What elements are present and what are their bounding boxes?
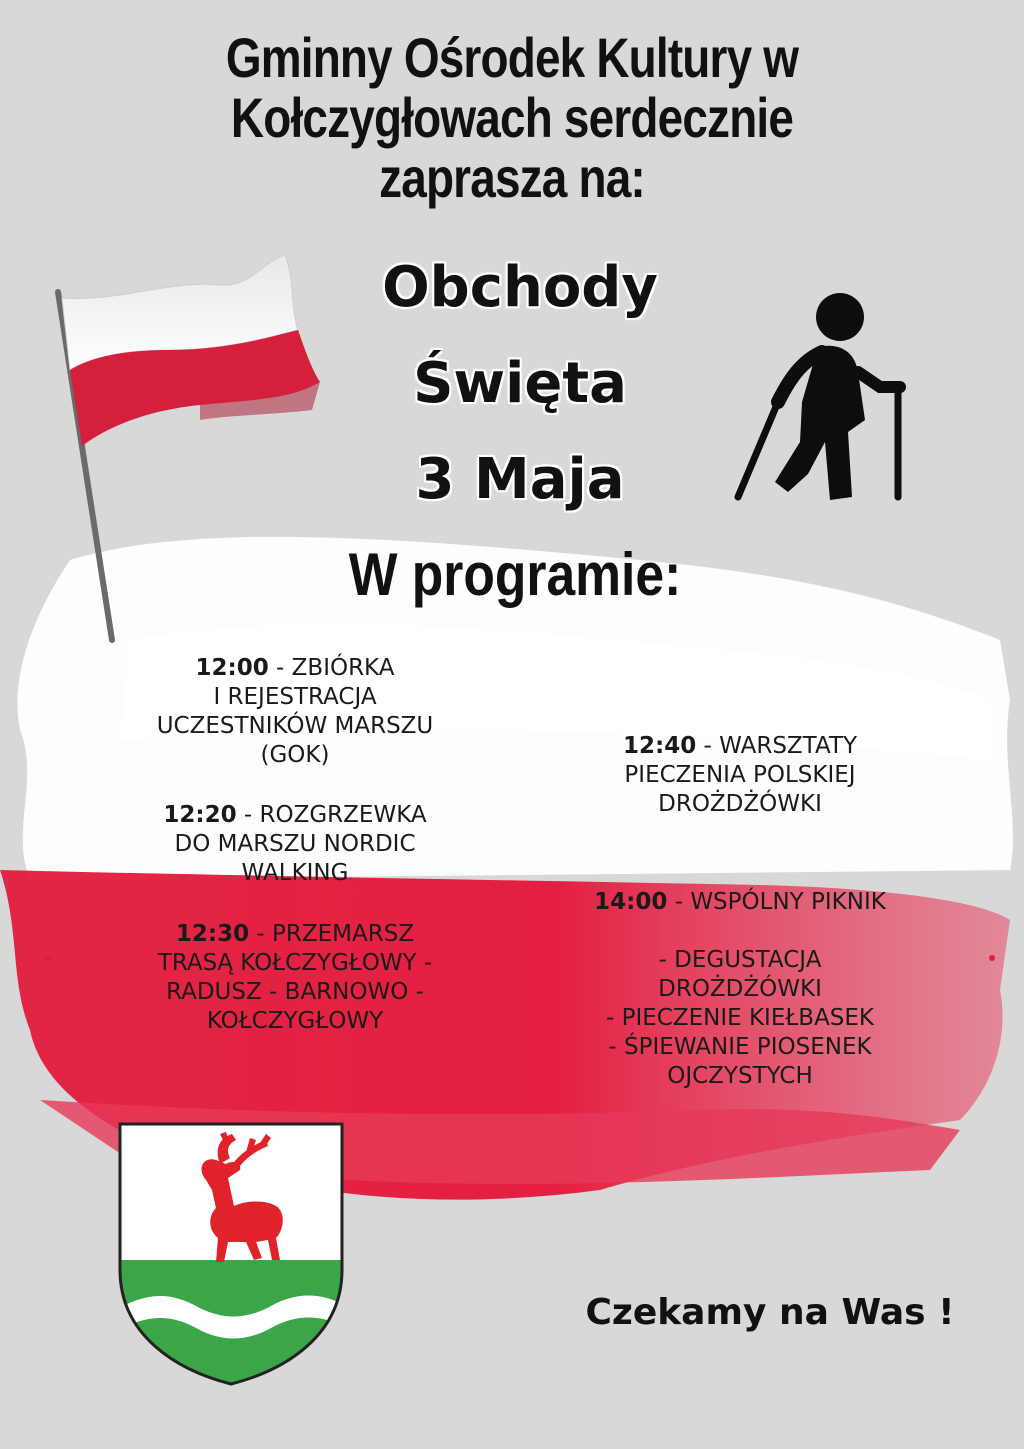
schedule-text: - WARSZTATY — [703, 733, 857, 759]
schedule-item-1220 — [110, 801, 480, 888]
event-title-line-3: 3 Maja — [415, 447, 625, 512]
schedule-text: PIECZENIA POLSKIEJ — [624, 762, 856, 788]
schedule-text: RADUSZ - BARNOWO - — [166, 979, 424, 1005]
heading-line-2: Kołczygłowach serdecznie — [230, 86, 794, 149]
schedule-time: 12:20 — [163, 802, 237, 828]
schedule-item-1240 — [545, 732, 935, 819]
schedule-time: 12:40 — [622, 733, 697, 759]
schedule-text: OJCZYSTYCH — [667, 1063, 813, 1089]
schedule-text: - ZBIÓRKA — [276, 655, 395, 681]
schedule-time: 12:30 — [175, 921, 250, 947]
schedule-text: I REJESTRACJA — [213, 684, 377, 710]
schedule-time: 14:00 — [594, 889, 668, 915]
schedule-text: KOŁCZYGŁOWY — [206, 1008, 384, 1034]
event-title — [300, 240, 740, 528]
schedule-time: 12:00 — [195, 655, 269, 681]
coat-of-arms-icon — [116, 1120, 346, 1390]
schedule-item-1230 — [110, 920, 480, 1036]
schedule-text: TRASĄ KOŁCZYGŁOWY - — [157, 950, 433, 976]
schedule-text: - DEGUSTACJA — [658, 947, 822, 973]
organizer-heading — [141, 28, 882, 208]
event-title-line-1: Obchody — [382, 255, 658, 320]
schedule-text: WALKING — [241, 860, 349, 886]
event-title-line-2: Święta — [413, 351, 627, 416]
schedule-spacer — [545, 917, 935, 946]
schedule-text: - WSPÓLNY PIKNIK — [674, 889, 886, 915]
schedule-text: DROŻDŻÓWKI — [658, 976, 822, 1002]
schedule-text: DO MARSZU NORDIC — [174, 831, 416, 857]
schedule-text: - ŚPIEWANIE PIOSENEK — [608, 1034, 872, 1060]
closing-message: Czekamy na Was ! — [585, 1292, 955, 1333]
schedule-text: DROŻDŻÓWKI — [658, 791, 822, 817]
schedule-item-1200 — [110, 654, 480, 770]
schedule-text: - PIECZENIE KIEŁBASEK — [605, 1005, 875, 1031]
heading-line-3: zaprasza na: — [379, 146, 645, 209]
program-heading: W programie: — [348, 541, 682, 608]
schedule-text: - PRZEMARSZ — [256, 921, 415, 947]
schedule-text: - ROZGRZEWKA — [243, 802, 427, 828]
schedule-item-1400 — [545, 888, 935, 1091]
schedule-text: (GOK) — [260, 742, 330, 768]
nordic-walker-icon — [730, 292, 915, 507]
schedule-text: UCZESTNIKÓW MARSZU — [156, 713, 434, 739]
heading-line-1: Gminny Ośrodek Kultury w — [225, 26, 799, 89]
